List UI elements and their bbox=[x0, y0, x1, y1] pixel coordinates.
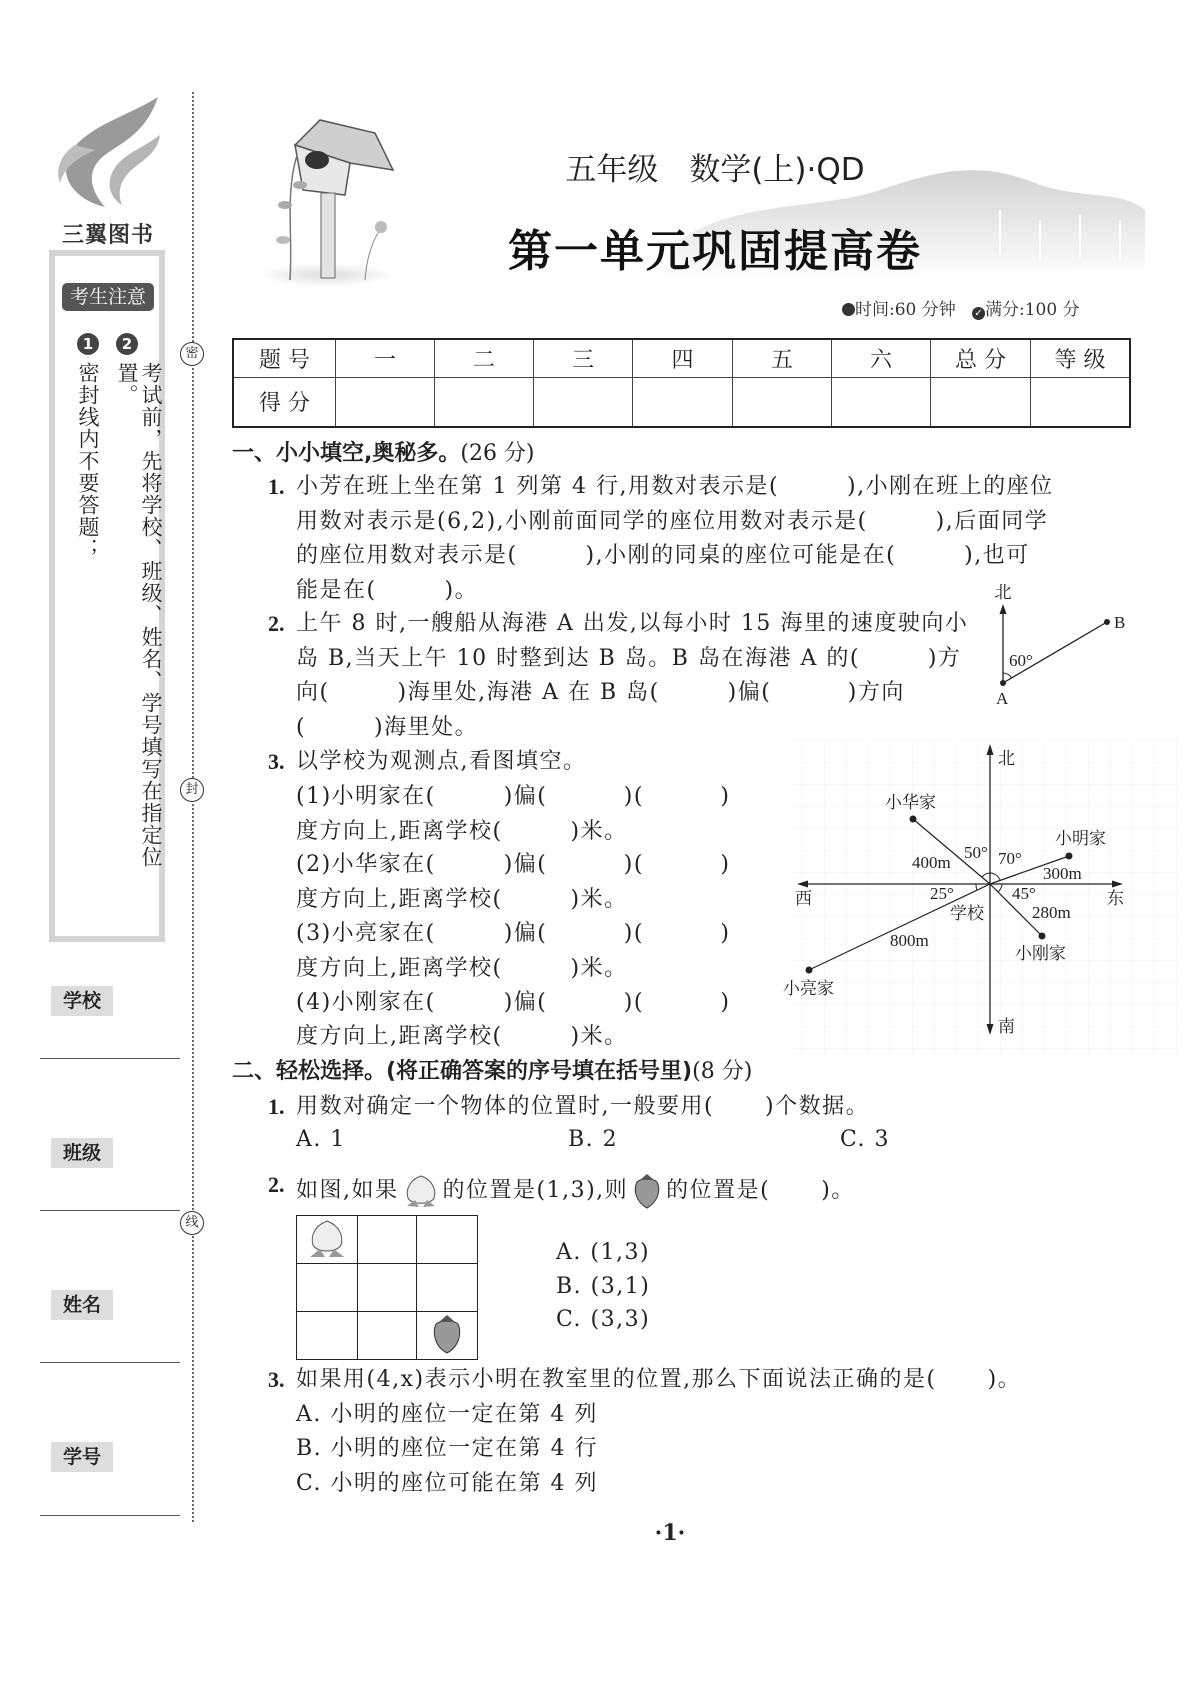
grid-cell bbox=[417, 1216, 478, 1264]
notice-item-1: 密封线内不要答题； bbox=[76, 362, 100, 560]
s1-q1-number: 1. bbox=[268, 474, 285, 499]
section2-points: (8 分) bbox=[692, 1059, 753, 1084]
seal-mark-xian: 线 bbox=[180, 1211, 204, 1235]
school-field[interactable] bbox=[40, 1058, 180, 1059]
section2-heading bbox=[232, 1059, 752, 1085]
xiaoliang-label: 小亮家 bbox=[783, 979, 834, 998]
school-compass-diagram bbox=[780, 740, 1191, 1065]
s2-q2-option-a: A. (1,3) bbox=[556, 1240, 651, 1265]
angle-arc bbox=[1003, 673, 1012, 678]
point-b-dot bbox=[1104, 619, 1110, 625]
score-header-1: 一 bbox=[336, 339, 435, 377]
xiaogang-label: 小刚家 bbox=[1015, 944, 1066, 963]
ship-direction-diagram bbox=[780, 580, 1191, 710]
score-header-label: 题 号 bbox=[233, 339, 336, 377]
school-label: 学校 bbox=[950, 904, 984, 923]
angle-xiaoliang: 25° bbox=[930, 884, 954, 903]
score-header-2: 二 bbox=[435, 339, 534, 377]
s1-q3-line: 度方向上,距离学校( )米。 bbox=[296, 819, 628, 844]
s1-q1-line: 用数对表示是(6,2),小刚前面同学的座位用数对表示是( ),后面同学 bbox=[296, 509, 1049, 534]
grid-cell bbox=[297, 1312, 358, 1360]
grid-cell bbox=[297, 1216, 358, 1264]
exam-time: 时间:60 分钟 bbox=[855, 300, 956, 320]
exam-info bbox=[842, 299, 1080, 321]
s2-q1-option-c: C. 3 bbox=[840, 1127, 891, 1152]
xiaoming-label: 小明家 bbox=[1055, 829, 1106, 848]
notice-title: 考生注意 bbox=[62, 283, 154, 311]
s1-q3-line: 度方向上,距离学校( )米。 bbox=[296, 887, 628, 912]
seal-mark-feng: 封 bbox=[180, 778, 204, 802]
north-label: 北 bbox=[998, 749, 1015, 768]
s1-q2-line: 岛 B,当天上午 10 时整到达 B 岛。B 岛在海港 A 的( )方 bbox=[296, 646, 962, 671]
s2-q2-option-b: B. (3,1) bbox=[556, 1274, 651, 1299]
s1-q2-line: 上午 8 时,一艘船从海港 A 出发,以每小时 15 海里的速度驶向小 bbox=[296, 611, 969, 636]
north-arrow-icon bbox=[1000, 604, 1007, 614]
east-label: 东 bbox=[1107, 889, 1124, 908]
score-header-6: 六 bbox=[832, 339, 931, 377]
notice-number-1: 1 bbox=[77, 333, 99, 355]
peach-icon bbox=[401, 1173, 441, 1209]
distance-xiaogang: 280m bbox=[1032, 903, 1071, 922]
class-label: 班级 bbox=[51, 1138, 113, 1168]
publisher-name: 三翼图书 bbox=[61, 223, 154, 248]
distance-xiaoming: 300m bbox=[1043, 864, 1082, 883]
seal-line bbox=[192, 92, 194, 1522]
paper-title: 第一单元巩固提高卷 bbox=[508, 226, 922, 277]
seal-mark-mi: 密 bbox=[180, 342, 204, 366]
notice-number-2: 2 bbox=[116, 333, 138, 355]
grid-cell bbox=[357, 1216, 417, 1264]
s2-q2-text-a: 如图,如果 bbox=[296, 1178, 399, 1203]
s1-q1-line: 的座位用数对表示是( ),小刚的同桌的座位可能是在( ),也可 bbox=[296, 543, 1030, 568]
south-label: 南 bbox=[998, 1017, 1015, 1036]
s1-q3-line: 度方向上,距离学校( )米。 bbox=[296, 956, 628, 981]
publisher-logo-icon bbox=[50, 95, 165, 210]
page-number: ·1· bbox=[654, 1520, 686, 1546]
score-row-label: 得 分 bbox=[233, 377, 336, 427]
full-score: 满分:100 分 bbox=[984, 300, 1080, 320]
s2-q3-number: 3. bbox=[268, 1367, 285, 1392]
point-b-label: B bbox=[1114, 613, 1126, 632]
score-header-3: 三 bbox=[534, 339, 633, 377]
s2-q3-option-b: B. 小明的座位一定在第 4 行 bbox=[296, 1436, 599, 1461]
distance-xiaohua: 400m bbox=[912, 853, 951, 872]
s1-q1-line: 能是在( )。 bbox=[296, 578, 479, 603]
xiaohua-dot bbox=[910, 816, 917, 823]
s1-q3-number: 3. bbox=[268, 749, 285, 774]
s2-q2-text-c: 的位置是( )。 bbox=[666, 1178, 855, 1203]
s1-q3-line: (1)小明家在( )偏( )( ) bbox=[296, 784, 731, 809]
s1-q3-intro: 以学校为观测点,看图填空。 bbox=[296, 749, 587, 774]
angle-xiaoming: 70° bbox=[998, 849, 1022, 868]
s1-q3-line: (2)小华家在( )偏( )( ) bbox=[296, 852, 731, 877]
s2-q1-option-a: A. 1 bbox=[296, 1127, 346, 1152]
score-cell[interactable] bbox=[633, 377, 733, 427]
score-header-grade: 等 级 bbox=[1031, 339, 1131, 377]
s1-q2-line: ( )海里处。 bbox=[296, 715, 479, 740]
distance-xiaoliang: 800m bbox=[890, 931, 929, 950]
student-id-field[interactable] bbox=[40, 1515, 180, 1516]
score-cell[interactable] bbox=[336, 377, 435, 427]
grid-cell bbox=[417, 1312, 478, 1360]
fruit-position-grid bbox=[296, 1215, 478, 1360]
school-label: 学校 bbox=[51, 986, 113, 1016]
section1-title: 一、小小填空,奥秘多。 bbox=[232, 441, 461, 466]
s1-q3-line: (3)小亮家在( )偏( )( ) bbox=[296, 921, 731, 946]
score-cell[interactable] bbox=[733, 377, 832, 427]
xiaohua-label: 小华家 bbox=[885, 793, 936, 812]
grid-cell bbox=[417, 1264, 478, 1312]
s2-q2-text-b: 的位置是(1,3),则 bbox=[442, 1178, 629, 1203]
xiaogang-dot bbox=[1039, 933, 1046, 940]
score-cell[interactable] bbox=[832, 377, 931, 427]
s1-q1-line: 小芳在班上坐在第 1 列第 4 行,用数对表示是( ),小刚在班上的座位 bbox=[296, 474, 1054, 499]
s2-q3-option-a: A. 小明的座位一定在第 4 列 bbox=[296, 1402, 598, 1427]
strawberry-icon bbox=[429, 1313, 465, 1355]
grid-cell bbox=[297, 1264, 358, 1312]
xiaoming-dot bbox=[1066, 853, 1073, 860]
angle-label: 60° bbox=[1009, 651, 1033, 670]
score-cell-grade[interactable] bbox=[1031, 377, 1131, 427]
strawberry-icon bbox=[630, 1172, 664, 1210]
s2-q1-text: 用数对确定一个物体的位置时,一般要用( )个数据。 bbox=[296, 1094, 870, 1119]
score-header-total: 总 分 bbox=[931, 339, 1031, 377]
north-label: 北 bbox=[994, 583, 1012, 602]
s2-q2-text bbox=[296, 1172, 855, 1210]
s2-q1-option-b: B. 2 bbox=[568, 1127, 619, 1152]
section2-title: 二、轻松选择。(将正确答案的序号填在括号里) bbox=[232, 1059, 693, 1084]
score-header-4: 四 bbox=[633, 339, 733, 377]
angle-xiaohua: 50° bbox=[964, 843, 988, 862]
student-id-label: 学号 bbox=[51, 1442, 113, 1472]
grid-cell bbox=[357, 1312, 417, 1360]
score-table bbox=[232, 338, 1131, 428]
grade-subject-title: 五年级 数学(上)·QD bbox=[565, 152, 865, 188]
s2-q3-text: 如果用(4,x)表示小明在教室里的位置,那么下面说法正确的是( )。 bbox=[296, 1367, 1022, 1392]
s2-q2-option-c: C. (3,3) bbox=[556, 1307, 651, 1332]
check-icon: ✓ bbox=[972, 307, 985, 320]
section1-heading bbox=[232, 441, 535, 467]
name-label: 姓名 bbox=[51, 1290, 113, 1320]
clock-icon bbox=[842, 303, 855, 316]
s2-q3-option-c: C. 小明的座位可能在第 4 列 bbox=[296, 1471, 599, 1496]
score-cell-total[interactable] bbox=[931, 377, 1031, 427]
xiaoliang-dot bbox=[806, 967, 813, 974]
s1-q3-line: (4)小刚家在( )偏( )( ) bbox=[296, 990, 731, 1015]
grid-cell bbox=[357, 1264, 417, 1312]
section1-points: (26 分) bbox=[460, 441, 535, 466]
point-a-dot bbox=[1000, 680, 1006, 686]
angle-xiaogang: 45° bbox=[1012, 884, 1036, 903]
score-cell[interactable] bbox=[435, 377, 534, 427]
s1-q2-line: 向( )海里处,海港 A 在 B 岛( )偏( )方向 bbox=[296, 680, 905, 705]
score-cell[interactable] bbox=[534, 377, 633, 427]
s2-q2-number: 2. bbox=[268, 1172, 285, 1197]
class-field[interactable] bbox=[40, 1210, 180, 1211]
point-a-label: A bbox=[996, 689, 1009, 708]
birdhouse-illustration-icon bbox=[255, 115, 400, 290]
score-header-5: 五 bbox=[733, 339, 832, 377]
peach-icon bbox=[305, 1217, 349, 1259]
name-field[interactable] bbox=[40, 1362, 180, 1363]
s2-q1-number: 1. bbox=[268, 1094, 285, 1119]
notice-item-2: 考试前，先将学校、班级、姓名、学号填写在指定位置。 bbox=[115, 362, 163, 868]
s1-q2-number: 2. bbox=[268, 611, 285, 636]
s1-q3-line: 度方向上,距离学校( )米。 bbox=[296, 1024, 628, 1049]
west-label: 西 bbox=[795, 889, 812, 908]
